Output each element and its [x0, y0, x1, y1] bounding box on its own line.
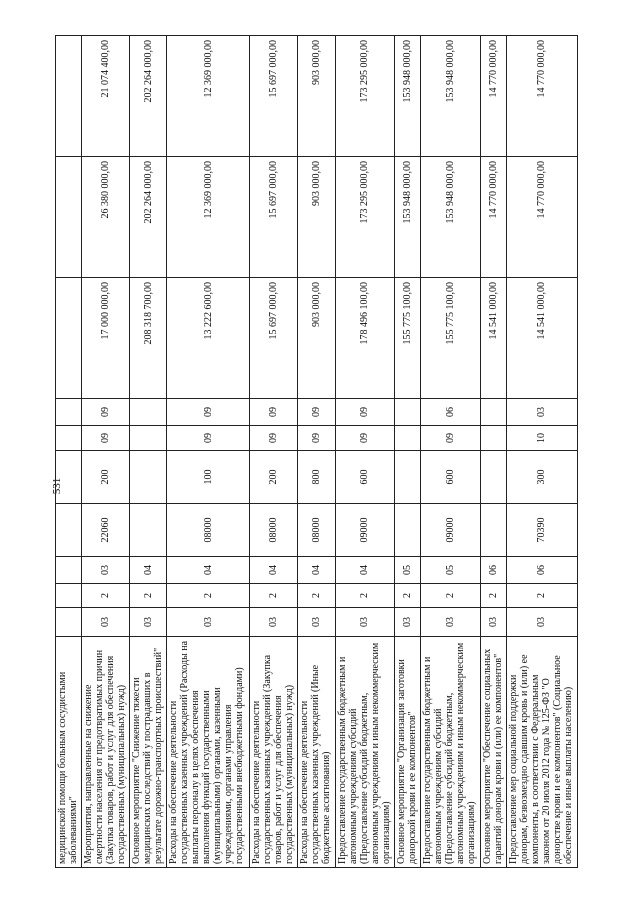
- code-event: 04: [130, 557, 167, 584]
- code-program: 03: [130, 608, 167, 637]
- code-subprogram: 2: [298, 584, 335, 608]
- table-row: [421, 36, 481, 868]
- table-row: [81, 36, 129, 868]
- code-expense-type: [130, 451, 167, 504]
- code-direction: [130, 504, 167, 557]
- amount-year-2: 15 697 000,00: [249, 157, 297, 278]
- code-event: [56, 557, 82, 584]
- code-section: 10: [506, 426, 577, 451]
- code-event: 05: [395, 557, 421, 584]
- code-subsection: [395, 399, 421, 426]
- code-direction: [395, 504, 421, 557]
- row-name: медицинской помощи больным сосудистыми заболеваниями": [56, 637, 82, 868]
- amount-year-1: 155 775 100,00: [395, 278, 421, 399]
- row-name: Мероприятия, направленные на снижение смертности населения от предотвратимых причин (Закупка товаров, работ и услуг для обеспечения государственных (муниципальных) нужд): [81, 637, 129, 868]
- amount-year-3: 202 264 000,00: [130, 36, 167, 157]
- code-event: 04: [335, 557, 395, 584]
- code-expense-type: 200: [81, 451, 129, 504]
- amount-year-3: 12 369 000,00: [167, 36, 250, 157]
- code-event: 05: [421, 557, 481, 584]
- budget-table-rotated: [55, 36, 578, 868]
- code-event: 04: [249, 557, 297, 584]
- code-subprogram: 2: [506, 584, 577, 608]
- code-program: 03: [249, 608, 297, 637]
- row-name: Основное мероприятие "Снижение тяжести медицинских последствий у пострадавших в результате дорожно-транспортных происшествий": [130, 637, 167, 868]
- row-name: Расходы на обеспечение деятельности государственных казенных учреждений (Иные бюджетные ассигнования): [298, 637, 335, 868]
- amount-year-3: 21 074 400,00: [81, 36, 129, 157]
- code-direction: 22060: [81, 504, 129, 557]
- code-expense-type: 200: [249, 451, 297, 504]
- code-program: [56, 608, 82, 637]
- amount-year-2: 903 000,00: [298, 157, 335, 278]
- code-expense-type: [480, 451, 506, 504]
- row-name: Основное мероприятие "Обеспечение социальных гарантий донорам крови и (или) ее компонентов": [480, 637, 506, 868]
- amount-year-3: 153 948 000,00: [421, 36, 481, 157]
- amount-year-3: 153 948 000,00: [395, 36, 421, 157]
- amount-year-1: 13 222 600,00: [167, 278, 250, 399]
- amount-year-1: [56, 278, 82, 399]
- code-subprogram: 2: [130, 584, 167, 608]
- code-program: 03: [81, 608, 129, 637]
- table-row: [506, 36, 577, 868]
- row-name: Предоставление мер социальной поддержки донорам, безвозмездно сдавшим кровь и (или) ее компоненты, в соответствии с Федеральным законом от 20 июля 2012 года № 125-ФЗ "О донорстве крови и ее компонентов" (Социальное обеспечение и иные выплаты населению): [506, 637, 577, 868]
- table-row: [395, 36, 421, 868]
- code-subprogram: [56, 584, 82, 608]
- code-program: 03: [395, 608, 421, 637]
- amount-year-1: 208 318 700,00: [130, 278, 167, 399]
- code-event: 06: [506, 557, 577, 584]
- code-subprogram: 2: [335, 584, 395, 608]
- code-expense-type: 600: [421, 451, 481, 504]
- code-subsection: [480, 399, 506, 426]
- code-direction: 08000: [167, 504, 250, 557]
- amount-year-3: [56, 36, 82, 157]
- code-subsection: 09: [335, 399, 395, 426]
- row-name: Основное мероприятие "Организация заготовки донорской крови и ее компонентов": [395, 637, 421, 868]
- row-name: Предоставление государственным бюджетным и автономным учреждениям субсидий (Предоставление субсидий бюджетным, автономным учреждениям и иным некоммерческим организациям): [335, 637, 395, 868]
- table-row: [480, 36, 506, 868]
- code-subprogram: 2: [249, 584, 297, 608]
- code-program: 03: [480, 608, 506, 637]
- amount-year-2: 173 295 000,00: [335, 157, 395, 278]
- amount-year-3: 173 295 000,00: [335, 36, 395, 157]
- budget-table: [55, 35, 578, 868]
- table-row: [167, 36, 250, 868]
- page-number: 531: [51, 477, 63, 495]
- code-subsection: 09: [298, 399, 335, 426]
- code-section: 09: [81, 426, 129, 451]
- amount-year-1: 903 000,00: [298, 278, 335, 399]
- amount-year-1: 14 541 000,00: [480, 278, 506, 399]
- row-name: Расходы на обеспечение деятельности государственных казенных учреждений (Расходы на выплаты персоналу в целях обеспечения выполнения функций государственными (муниципальными) органами, казенными учреждениями, органами управления государственными внебюджетными фондами): [167, 637, 250, 868]
- amount-year-2: [56, 157, 82, 278]
- amount-year-1: 178 496 100,00: [335, 278, 395, 399]
- amount-year-1: 15 697 000,00: [249, 278, 297, 399]
- code-direction: 08000: [249, 504, 297, 557]
- amount-year-2: 14 770 000,00: [480, 157, 506, 278]
- code-expense-type: 800: [298, 451, 335, 504]
- amount-year-3: 903 000,00: [298, 36, 335, 157]
- amount-year-3: 14 770 000,00: [480, 36, 506, 157]
- code-program: 03: [167, 608, 250, 637]
- code-subsection: [130, 399, 167, 426]
- code-subsection: 09: [167, 399, 250, 426]
- code-subsection: 09: [81, 399, 129, 426]
- table-row: [130, 36, 167, 868]
- amount-year-3: 14 770 000,00: [506, 36, 577, 157]
- code-event: 04: [167, 557, 250, 584]
- amount-year-2: 14 770 000,00: [506, 157, 577, 278]
- code-section: 09: [298, 426, 335, 451]
- code-section: 09: [167, 426, 250, 451]
- table-row: [56, 36, 82, 868]
- code-direction: 70390: [506, 504, 577, 557]
- code-section: 09: [421, 426, 481, 451]
- code-subsection: 03: [506, 399, 577, 426]
- code-expense-type: 100: [167, 451, 250, 504]
- amount-year-2: 202 264 000,00: [130, 157, 167, 278]
- code-direction: [56, 504, 82, 557]
- code-program: 03: [421, 608, 481, 637]
- code-event: 03: [81, 557, 129, 584]
- amount-year-1: 17 000 000,00: [81, 278, 129, 399]
- amount-year-2: 153 948 000,00: [395, 157, 421, 278]
- code-subprogram: 2: [395, 584, 421, 608]
- code-subsection: [56, 399, 82, 426]
- code-subprogram: 2: [421, 584, 481, 608]
- code-expense-type: [56, 451, 82, 504]
- amount-year-2: 12 369 000,00: [167, 157, 250, 278]
- code-event: 06: [480, 557, 506, 584]
- row-name: Предоставление государственным бюджетным и автономным учреждениям субсидий (Предоставление субсидий бюджетным, автономным учреждениям и иным некоммерческим организациям): [421, 637, 481, 868]
- code-expense-type: 600: [335, 451, 395, 504]
- code-program: 03: [506, 608, 577, 637]
- table-row: [249, 36, 297, 868]
- amount-year-2: 153 948 000,00: [421, 157, 481, 278]
- code-program: 03: [335, 608, 395, 637]
- table-row: [335, 36, 395, 868]
- amount-year-1: 14 541 000,00: [506, 278, 577, 399]
- code-direction: 08000: [298, 504, 335, 557]
- code-expense-type: 300: [506, 451, 577, 504]
- code-section: [130, 426, 167, 451]
- code-subprogram: 2: [167, 584, 250, 608]
- code-event: 04: [298, 557, 335, 584]
- code-section: [395, 426, 421, 451]
- amount-year-3: 15 697 000,00: [249, 36, 297, 157]
- table-row: [298, 36, 335, 868]
- row-name: Расходы на обеспечение деятельности государственных казенных учреждений (Закупка товаров, работ и услуг для обеспечения государственных (муниципальных) нужд): [249, 637, 297, 868]
- code-section: 09: [249, 426, 297, 451]
- code-section: [480, 426, 506, 451]
- amount-year-1: 155 775 100,00: [421, 278, 481, 399]
- code-subsection: 06: [421, 399, 481, 426]
- code-direction: [480, 504, 506, 557]
- code-section: 09: [335, 426, 395, 451]
- code-subprogram: 2: [480, 584, 506, 608]
- code-direction: 09000: [421, 504, 481, 557]
- code-program: 03: [298, 608, 335, 637]
- code-expense-type: [395, 451, 421, 504]
- code-subprogram: 2: [81, 584, 129, 608]
- code-section: [56, 426, 82, 451]
- code-subsection: 09: [249, 399, 297, 426]
- code-direction: 09000: [335, 504, 395, 557]
- amount-year-2: 26 380 000,00: [81, 157, 129, 278]
